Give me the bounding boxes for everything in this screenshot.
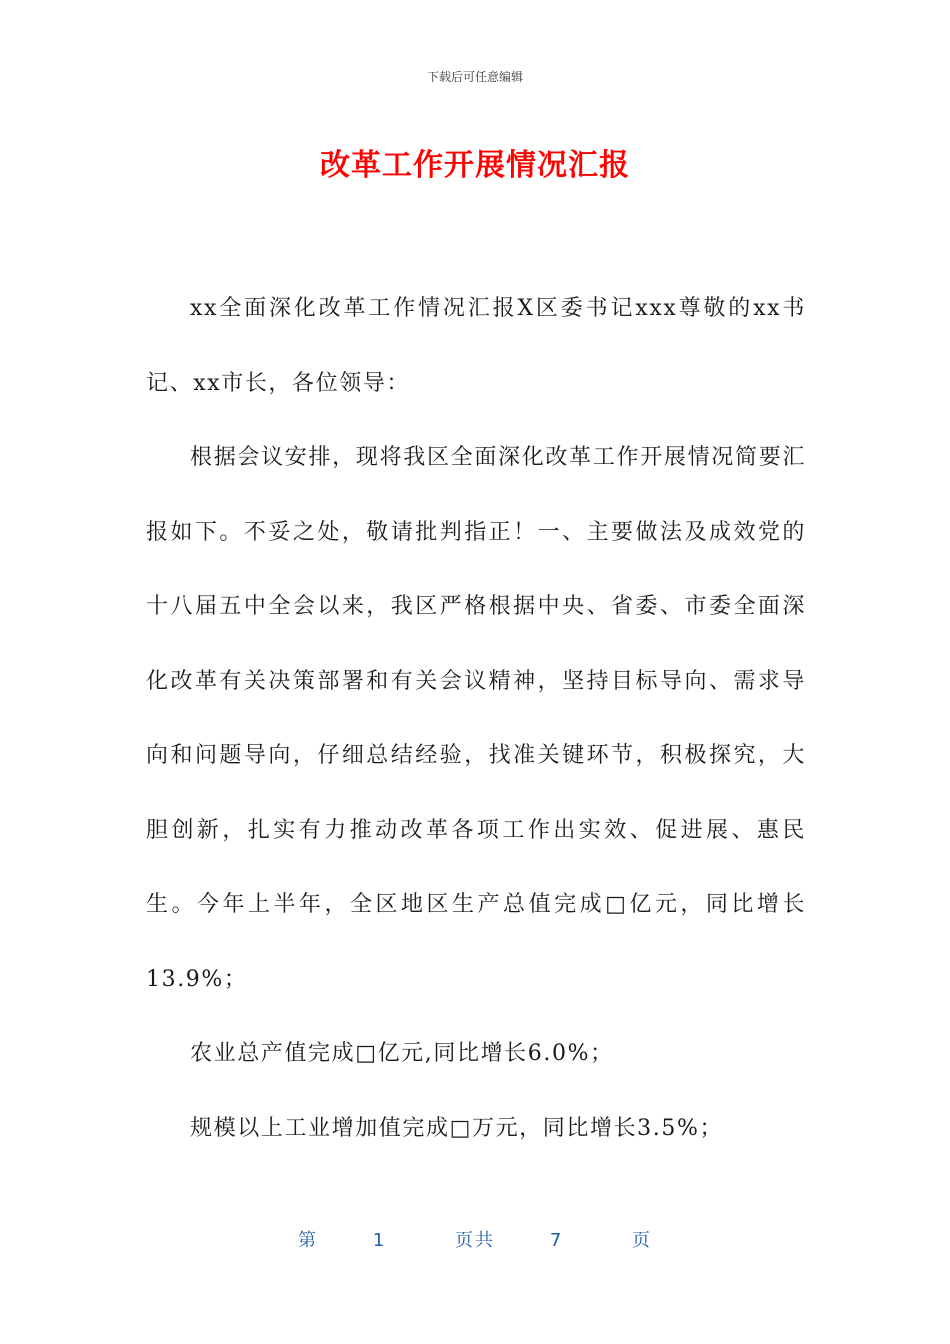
footer-current-page: 1 — [372, 1230, 387, 1251]
document-body — [146, 272, 806, 1166]
footer-middle: 页共 — [455, 1230, 495, 1251]
document-title: 改革工作开展情况汇报 — [320, 148, 630, 183]
paragraph-salutation: xx全面深化改革工作情况汇报X区委书记xxx尊敬的xx书记、xx市长，各位领导： — [146, 296, 806, 396]
footer-total-pages: 7 — [549, 1230, 564, 1251]
footer-prefix: 第 — [297, 1230, 318, 1251]
paragraph-main: 根据会议安排，现将我区全面深化改革工作开展情况简要汇报如下。不妥之处，敬请批判指正！一、主要做法及成效党的十八届五中全会以来，我区严格根据中央、省委、市委全面深化改革有关决策部署和有关会议精神，坚持目标导向、需求导向和问题导向，仔细总结经验，找准关键环节，积极探究，大胆创新，扎实有力推动改革各项工作出实效、促进展、惠民生。今年上半年，全区地区生产总值完成□亿元，同比增长13.9%； — [146, 445, 806, 992]
paragraph-agriculture: 农业总产值完成□亿元,同比增长6.0%； — [190, 1041, 614, 1066]
footer-suffix: 页 — [632, 1230, 653, 1251]
paragraph-industry: 规模以上工业增加值完成□万元，同比增长3.5%； — [190, 1115, 724, 1141]
header-note: 下载后可任意编辑 — [426, 70, 523, 84]
page-footer — [0, 1226, 950, 1252]
